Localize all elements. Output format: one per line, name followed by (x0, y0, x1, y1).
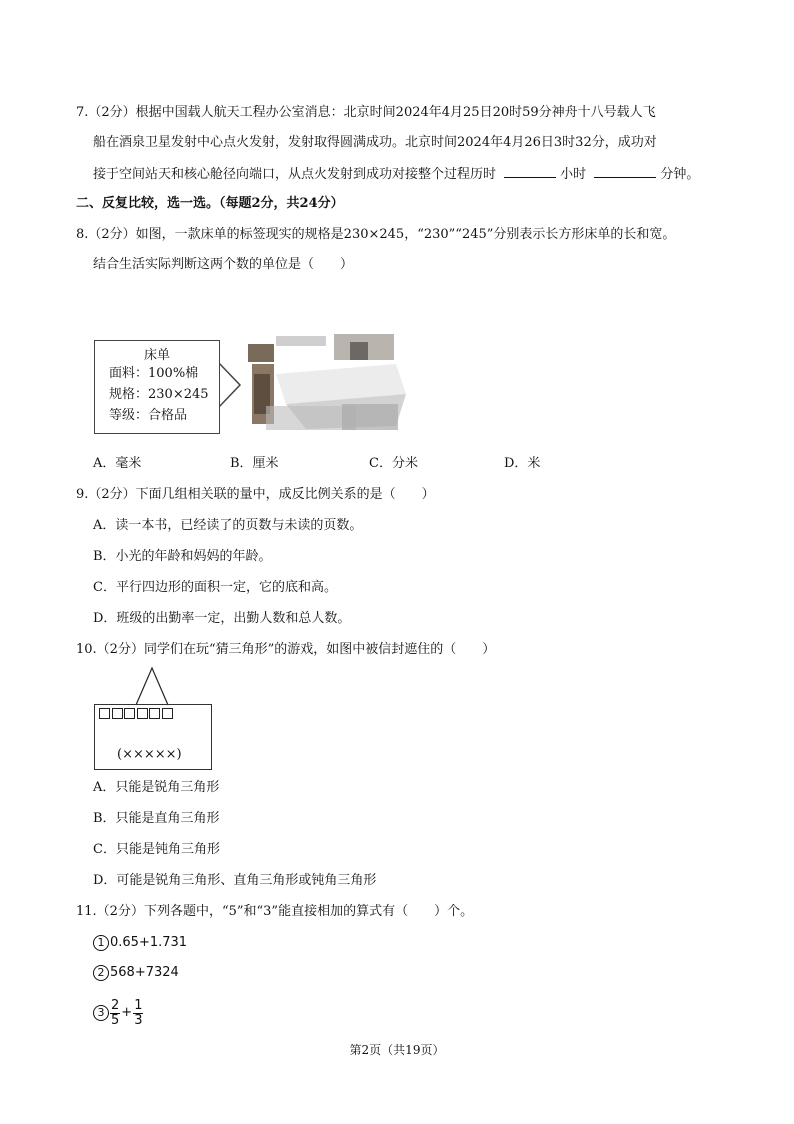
q11-plus: + (121, 1005, 133, 1020)
label-grade: 等级：合格品 (109, 408, 188, 423)
q11-item-1-expr: 0.65+1.731 (110, 935, 188, 950)
q8-line1: 8.（2分）如图，一款床单的标签现实的规格是230×245，“230”“245”分别表示长方形床单的长和宽。 (76, 227, 676, 242)
q10-option-a[interactable]: A．只能是锐角三角形 (93, 780, 220, 795)
q7-line3 (93, 163, 699, 185)
q10-option-b[interactable]: B．只能是直角三角形 (93, 811, 220, 826)
q8-option-c[interactable]: C．分米 (369, 456, 418, 471)
triangle-peak-icon (134, 666, 174, 706)
q7-hours-unit: 小时 (560, 167, 587, 182)
q11-item-3-number: 3 (93, 1005, 109, 1021)
q9-option-d[interactable]: D．班级的出勤率一定，出勤人数和总人数。 (93, 611, 351, 626)
q7-minutes-unit: 分钟。 (660, 167, 700, 182)
q11-frac2-numerator: 1 (134, 997, 143, 1013)
q7-hours-blank[interactable] (504, 163, 556, 178)
q11-item-2-number: 2 (93, 965, 109, 981)
label-material: 面料：100%棉 (109, 366, 199, 381)
envelope-text: (×××××) (117, 747, 182, 762)
q11-item-3 (93, 997, 143, 1030)
q10-stem: 10.（2分）同学们在玩“猜三角形”的游戏，如图中被信封遮住的（ ） (76, 642, 496, 657)
q11-item-2-expr: 568+7324 (110, 965, 179, 980)
q8-option-a[interactable]: A．毫米 (93, 456, 142, 471)
bedsheet-label (94, 340, 220, 434)
q10-option-c[interactable]: C．只能是钝角三角形 (93, 842, 220, 857)
q11-frac1-denominator: 5 (111, 1012, 120, 1028)
q9-option-b[interactable]: B．小光的年龄和妈妈的年龄。 (93, 549, 272, 564)
section2-heading: 二、反复比较，选一选。（每题2分，共24分） (76, 196, 344, 211)
q9-stem: 9.（2分）下面几组相关联的量中，成反比例关系的是（ ） (76, 487, 435, 502)
q11-frac1-numerator: 2 (111, 997, 120, 1013)
q11-item-1-number: 1 (93, 935, 109, 951)
q8-line2: 结合生活实际判断这两个数的单位是（ ） (93, 257, 354, 272)
q11-fraction-2 (133, 999, 143, 1028)
q7-line2: 船在酒泉卫星发射中心点火发射，发射取得圆满成功。北京时间2024年4月26日3时32分，成功对 (93, 135, 657, 150)
q7-line3-text-a: 接于空间站天和核心舱径向端口，从点火发射到成功对接整个过程历时 (93, 167, 497, 182)
q11-fraction-1 (110, 999, 120, 1028)
q11-frac2-denominator: 3 (134, 1012, 143, 1028)
q8-option-d[interactable]: D．米 (504, 456, 541, 471)
q7-minutes-blank[interactable] (594, 163, 656, 178)
q8-option-b[interactable]: B．厘米 (230, 456, 279, 471)
label-spec: 规格：230×245 (109, 387, 209, 402)
q9-option-a[interactable]: A．读一本书，已经读了的页数与未读的页数。 (93, 518, 363, 533)
q9-option-c[interactable]: C．平行四边形的面积一定，它的底和高。 (93, 580, 337, 595)
envelope-stamp-boxes (99, 708, 174, 722)
envelope (94, 704, 212, 770)
page-footer: 第2页（共19页） (349, 1043, 445, 1057)
q11-item-2 (93, 963, 179, 983)
q11-stem: 11.（2分）下列各题中，“5”和“3”能直接相加的算式有（ ）个。 (76, 904, 474, 919)
label-title: 床单 (143, 348, 170, 363)
q11-item-1 (93, 933, 187, 953)
bed-photo (246, 334, 412, 434)
q7-line1: 7.（2分）根据中国载人航天工程办公室消息：北京时间2024年4月25日20时59分神舟十八号载人飞 (76, 105, 656, 120)
q10-option-d[interactable]: D．可能是锐角三角形、直角三角形或钝角三角形 (93, 873, 377, 888)
